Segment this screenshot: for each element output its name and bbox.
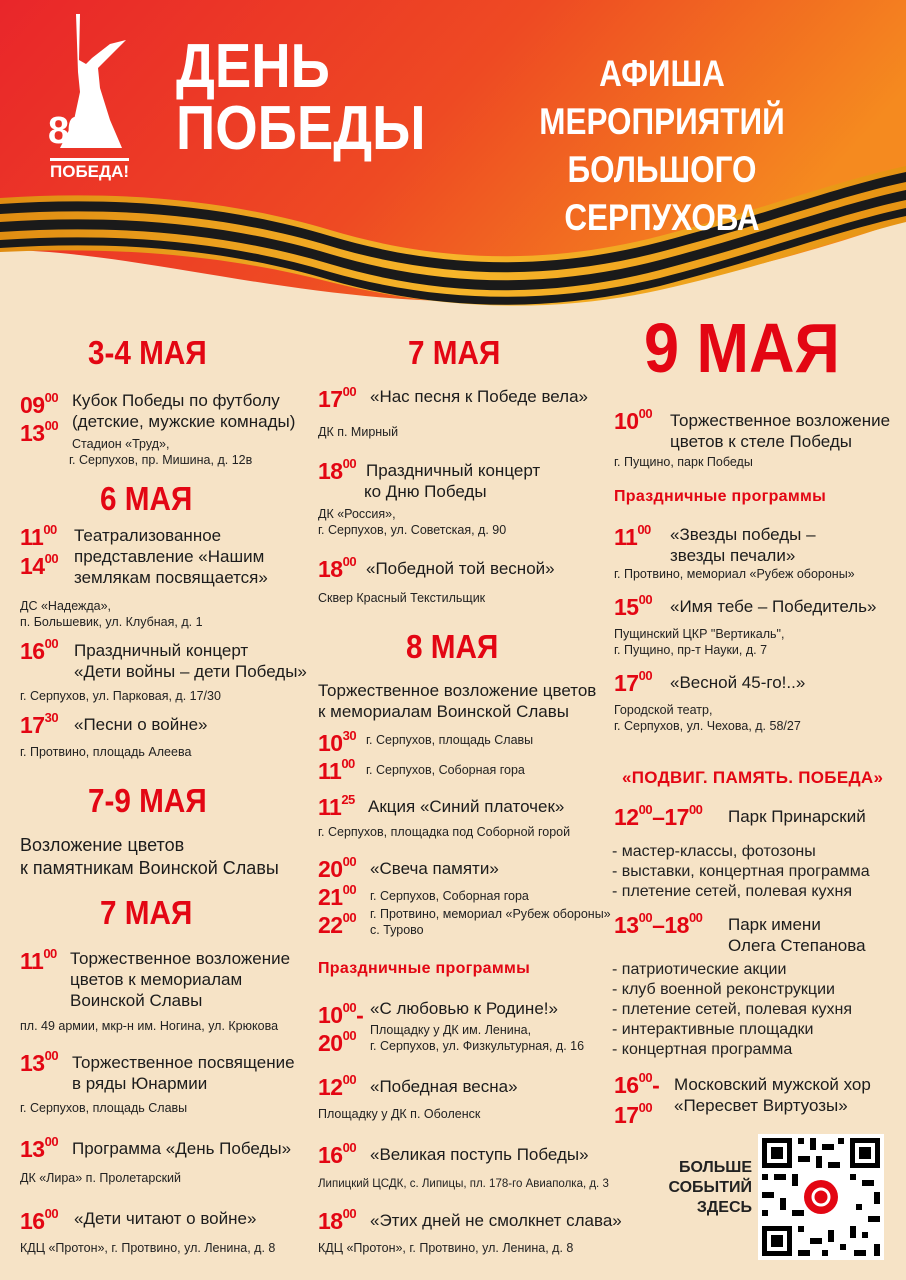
time: $18^{00}$ (318, 1206, 357, 1234)
date-heading: 6 МАЯ (100, 480, 193, 517)
activity-list: - мастер-классы, фотозоны - выставки, концертная программа - плетение сетей, полевая кухня (612, 843, 870, 900)
event-title: Возложение цветов к памятникам Воинской Славы (20, 835, 279, 878)
venue: г. Серпухов, Соборная гора (370, 889, 529, 903)
event-title: Праздничный концерт ко Дню Победы (364, 461, 541, 501)
time: $14^{00}$ (20, 551, 59, 579)
venue: Площадку у ДК им. Ленина, г. Серпухов, ул. Физкультурная, д. 16 (370, 1023, 585, 1053)
venue: ДС «Надежда», п. Большевик, ул. Клубная, д. 1 (20, 599, 203, 629)
logo-80 (44, 10, 134, 180)
logo-text: ПОБЕДА! (50, 158, 129, 182)
section-heading: Праздничные программы (318, 960, 531, 977)
time: $17^{00}$ (614, 668, 653, 696)
venue: Площадку у ДК п. Оболенск (318, 1107, 481, 1121)
event-title: «Победной той весной» (366, 559, 555, 578)
venue: г. Протвино, площадь Алеева (20, 745, 192, 759)
venue: г. Серпухов, Соборная гора (366, 763, 525, 777)
event-title: Парк Принарский (728, 807, 866, 826)
event-title: «Песни о войне» (74, 715, 208, 734)
event-title: Праздничный концерт «Дети войны – дети Победы» (74, 641, 307, 681)
venue: г. Серпухов, площадь Славы (366, 733, 534, 747)
event-title: «Весной 45-го!..» (670, 673, 806, 692)
time: $20^{00}$ (318, 854, 357, 882)
event-title: «Имя тебе – Победитель» (670, 597, 877, 616)
venue: КДЦ «Протон», г. Протвино, ул. Ленина, д. 8 (318, 1241, 574, 1255)
event-title: Московский мужской хор «Пересвет Виртуозы» (674, 1075, 871, 1115)
subtitle-line2: БОЛЬШОГО СЕРПУХОВА (564, 149, 760, 238)
time: $16^{00}$ (20, 1206, 59, 1234)
time: $15^{00}$ (614, 592, 653, 620)
time: $11^{00}$ (20, 946, 57, 974)
event-title: «Этих дней не смолкнет слава» (370, 1211, 622, 1230)
date-heading: 3-4 МАЯ (88, 334, 207, 371)
time: $18^{00}$ (318, 456, 357, 484)
qr-code[interactable] (758, 1134, 884, 1260)
event-title: Кубок Победы по футболу (детские, мужские комнады) (72, 391, 296, 431)
event-title: «С любовью к Родине!» (370, 999, 558, 1018)
venue: г. Серпухов, площадка под Соборной горой (318, 825, 571, 839)
event-title: «Свеча памяти» (370, 859, 499, 878)
time: $13^{00}-18^{00}$ (614, 910, 703, 938)
header (0, 0, 906, 320)
main-title-line2: ПОБЕДЫ (176, 94, 426, 163)
time: $16^{00}$ (318, 1140, 357, 1168)
event-title: Торжественное посвящение в ряды Юнармии (72, 1053, 295, 1093)
time: $17^{00}$ (614, 1100, 653, 1128)
date-heading: 7 МАЯ (100, 894, 193, 931)
time: $22^{00}$ (318, 910, 357, 938)
event-title: Торжественное возложение цветов к мемориалам Воинской Славы (70, 949, 291, 1010)
event-title: Акция «Синий платочек» (368, 797, 565, 816)
time: $13^{00}$ (20, 1048, 59, 1076)
time: $13^{00}$ (20, 1134, 59, 1162)
subtitle (462, 50, 862, 242)
venue: г. Серпухов, ул. Парковая, д. 17/30 (20, 689, 221, 703)
venue: ДК «Лира» п. Пролетарский (20, 1171, 182, 1185)
venue: КДЦ «Протон», г. Протвино, ул. Ленина, д. 8 (20, 1241, 276, 1255)
venue: Стадион «Труд», г. Серпухов, пр. Мишина, д. 12в (69, 437, 253, 467)
venue: ДК п. Мирный (318, 425, 399, 439)
time: $20^{00}$ (318, 1028, 357, 1056)
time: $17^{30}$ (20, 710, 59, 738)
subtitle-line1: АФИША МЕРОПРИЯТИЙ (539, 53, 785, 142)
time: $18^{00}$ (318, 554, 357, 582)
time: $17^{00}$ (318, 384, 357, 412)
event-title: «Звезды победы – звезды печали» (670, 525, 816, 565)
event-title: Театрализованное представление «Нашим землякам посвящается» (74, 526, 268, 587)
time: $12^{00}-17^{00}$ (614, 802, 703, 830)
date-heading: 8 МАЯ (406, 628, 499, 665)
main-title-line1: ДЕНЬ (176, 32, 330, 101)
event-title: Программа «День Победы» (72, 1139, 292, 1158)
venue: г. Протвино, мемориал «Рубеж обороны» (614, 567, 855, 581)
time: $16^{00}-$ (614, 1070, 660, 1098)
time: $10^{00}-$ (318, 1000, 364, 1028)
venue: Липицкий ЦСДК, с. Липицы, пл. 178-го Авиаполка, д. 3 (318, 1178, 609, 1190)
activity-list: - патриотические акции - клуб военной реконструкции - плетение сетей, полевая кухня - интерактивные площадки - концертная программа (612, 961, 852, 1058)
time: $21^{00}$ (318, 882, 357, 910)
time: $11^{00}$ (20, 522, 57, 550)
event-title: «Великая поступь Победы» (370, 1145, 589, 1164)
venue: г. Протвино, мемориал «Рубеж обороны» с. Турово (370, 907, 611, 937)
date-heading: 7-9 МАЯ (88, 782, 207, 819)
time: $09^{00}$ (20, 390, 59, 418)
time: $11^{00}$ (614, 522, 651, 550)
venue: г. Пущино, парк Победы (614, 455, 753, 469)
date-heading: 7 МАЯ (408, 334, 501, 371)
event-title: «Нас песня к Победе вела» (370, 387, 589, 406)
time: $10^{00}$ (614, 406, 653, 434)
date-heading-main: 9 МАЯ (644, 309, 840, 387)
event-title: «Дети читают о войне» (74, 1209, 257, 1228)
time: $10^{30}$ (318, 728, 357, 756)
venue: пл. 49 армии, мкр-н им. Ногина, ул. Крюкова (20, 1019, 279, 1033)
venue: Сквер Красный Текстильщик (318, 591, 486, 605)
venue: Пущинский ЦКР "Вертикаль", г. Пущино, пр-т Науки, д. 7 (614, 627, 785, 657)
event-title: Парк имени Олега Степанова (728, 915, 866, 955)
time: $11^{00}$ (318, 756, 355, 784)
section-heading: «ПОДВИГ. ПАМЯТЬ. ПОБЕДА» (622, 768, 884, 787)
time: $12^{00}$ (318, 1072, 357, 1100)
time: $13^{00}$ (20, 418, 59, 446)
more-events-label: БОЛЬШЕ СОБЫТИЙ ЗДЕСЬ (668, 1159, 752, 1216)
section-heading: Праздничные программы (614, 488, 827, 505)
event-title: Торжественное возложение цветов к мемориалам Воинской Славы (318, 681, 597, 721)
event-title: Торжественное возложение цветов к стеле Победы (670, 411, 891, 451)
venue: г. Серпухов, площадь Славы (20, 1101, 188, 1115)
logo-number: 80 (48, 110, 87, 152)
event-title: «Победная весна» (370, 1077, 518, 1096)
time: $16^{00}$ (20, 636, 59, 664)
venue: Городской театр, г. Серпухов, ул. Чехова, д. 58/27 (614, 703, 801, 733)
venue: ДК «Россия», г. Серпухов, ул. Советская, д. 90 (318, 507, 507, 537)
qr-code-icon (758, 1134, 884, 1260)
time: $11^{25}$ (318, 792, 355, 820)
main-title (176, 32, 460, 163)
